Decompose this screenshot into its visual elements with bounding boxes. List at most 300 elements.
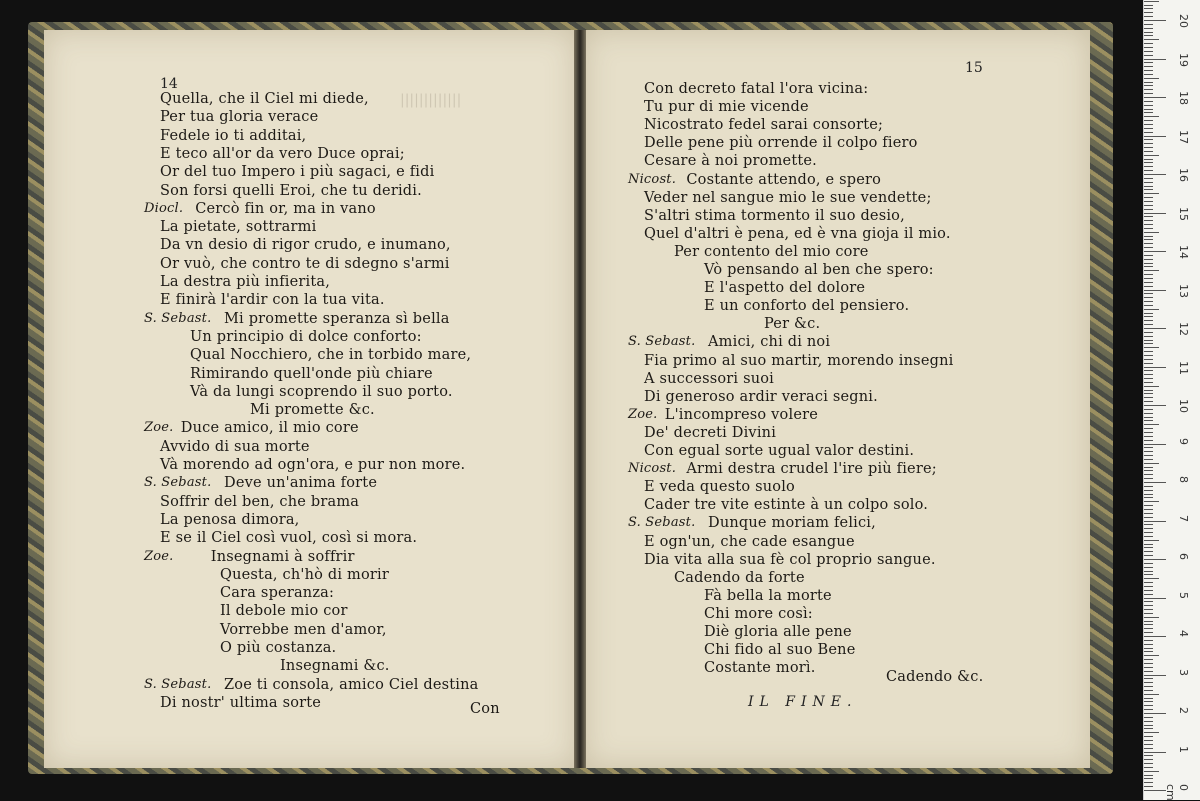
verse-line: Vò pensando al ben che spero: [704,262,934,278]
ruler-tick [1144,62,1153,63]
ruler-tick [1144,559,1166,560]
ruler-tick [1144,675,1166,676]
ruler-tick [1144,755,1153,756]
ruler-tick [1144,590,1153,591]
verse-line: Soffrir del ben, che brama [160,493,360,510]
ruler-tick [1144,748,1153,749]
ruler-tick [1144,763,1153,764]
ruler-tick [1144,166,1153,167]
ruler-tick [1144,324,1153,325]
verse-line: E un conforto del pensiero. [704,298,910,315]
ruler-label: 19 [1177,52,1190,67]
ruler-tick [1144,467,1153,468]
speaker-label: Zoe. [144,548,174,564]
ruler-tick [1144,728,1153,729]
ruler-tick [1144,609,1153,610]
ruler-tick [1144,521,1166,522]
ruler-label: 2 [1177,707,1190,714]
ruler-tick [1144,89,1153,90]
left-page-number: 14 [160,76,178,92]
verse-line: Costante attendo, e spero [686,171,882,188]
ruler-tick [1144,47,1153,48]
ruler-tick [1144,505,1153,506]
ruler-tick [1144,494,1153,495]
ruler-tick [1144,405,1166,406]
ruler-tick [1144,690,1153,691]
ruler-tick [1144,28,1153,29]
ruler-tick [1144,455,1153,456]
speaker-label: S. Sebast. [628,334,696,350]
ruler-tick [1144,698,1153,699]
right-page-number: 15 [965,60,983,76]
ruler-label: 7 [1177,514,1190,522]
ruler-tick [1144,363,1153,364]
show-through-text: ||||||||||||| [400,92,462,108]
verse-line: Duce amico, il mio core [180,420,359,437]
ruler-tick [1144,8,1153,9]
ruler-tick [1144,417,1153,418]
ruler-tick [1144,70,1153,71]
ruler-tick [1144,97,1166,98]
ruler-tick [1144,213,1166,214]
ruler-tick [1144,112,1153,113]
ruler-tick [1144,139,1153,140]
ruler-tick [1144,432,1153,433]
ruler-tick [1144,197,1153,198]
verse-line: Veder nel sangue mio le sue vendette; [644,189,932,206]
ruler-tick [1144,193,1159,194]
ruler-tick [1144,613,1153,614]
verse-line: De' decreti Divini [644,424,777,441]
verse-line: E ogn'un, che cade esangue [644,533,855,550]
ruler-tick [1144,178,1153,179]
verse-line: La penosa dimora, [160,511,300,528]
ruler-tick [1144,370,1153,371]
ruler-tick [1144,205,1153,206]
ruler-tick [1144,497,1153,498]
ruler-tick [1144,582,1153,583]
verse-line: Con egual sorte ugual valor destini. [644,443,915,459]
ruler-tick [1144,232,1159,233]
ruler-tick [1144,74,1153,75]
ruler-tick [1144,782,1153,783]
ruler-tick [1144,336,1153,337]
ruler-tick [1144,355,1153,356]
verse-line: Costante morì. [704,660,816,677]
ruler-tick [1144,655,1159,656]
ruler-tick [1144,43,1153,44]
speaker-label: S. Sebast. [144,676,212,692]
ruler-tick [1144,305,1153,306]
ruler-tick [1144,694,1159,695]
ruler-tick [1144,328,1166,329]
ruler-tick [1144,297,1153,298]
ruler-tick [1144,255,1153,256]
ruler-tick [1144,236,1153,237]
verse-line: E veda questo suolo [644,479,795,496]
ruler-label: 10 [1177,399,1190,413]
ruler-tick [1144,347,1159,348]
ruler-tick [1144,717,1153,718]
ruler-tick [1144,555,1153,556]
ruler-tick [1144,59,1166,60]
ruler-label: 9 [1177,437,1190,445]
ruler-tick [1144,771,1159,772]
verse-line: Or del tuo Impero i più sagaci, e fidi [160,164,435,181]
speaker-label: Zoe. [628,406,658,422]
ruler-tick [1144,316,1153,317]
ruler-tick [1144,509,1153,510]
ruler-tick [1144,82,1153,83]
verse-line: Cader tre vite estinte à un colpo solo. [644,497,929,514]
ruler-label: 8 [1177,476,1190,483]
ruler-tick [1144,401,1153,402]
verse-line: Or vuò, che contro te di sdegno s'armi [160,255,450,272]
ruler-tick [1144,393,1153,394]
ruler-tick [1144,259,1153,260]
verse-line: E finirà l'ardir con la tua vita. [160,292,385,309]
verse-line: E l'aspetto del dolore [704,280,866,297]
verse-line: Fedele io ti additai, [160,127,307,144]
ruler-tick [1144,186,1153,187]
ruler-tick [1144,490,1153,491]
verse-line: Dia vita alla sua fè col proprio sangue. [644,551,936,568]
ruler-tick [1144,224,1153,225]
ruler-tick [1144,501,1159,502]
ruler-tick [1144,790,1166,791]
verse-line: Per contento del mio core [674,243,869,260]
ruler-tick [1144,759,1153,760]
ruler-label: 5 [1177,591,1190,599]
verse-line: S'altri stima tormento il suo desio, [644,207,905,224]
ruler-tick [1144,290,1166,291]
ruler-tick [1144,293,1153,294]
ruler-tick [1144,263,1153,264]
ruler-label: 1 [1177,745,1190,753]
ruler-tick [1144,93,1153,94]
ruler-tick [1144,301,1153,302]
ruler-tick [1144,397,1153,398]
ruler-tick [1144,313,1153,314]
ruler-tick [1144,636,1166,637]
verse-line: Insegnami à soffrir [210,548,355,565]
ruler-label: 0 cm [1164,784,1190,801]
speaker-label: Zoe. [144,420,174,436]
ruler-tick [1144,424,1159,425]
ruler-tick [1144,420,1153,421]
ruler-tick [1144,517,1153,518]
ruler-tick [1144,35,1153,36]
ruler-tick [1144,752,1166,753]
verse-line: E teco all'or da vero Duce oprai; [160,145,405,162]
ruler-tick [1144,270,1159,271]
ruler-tick [1144,651,1153,652]
speaker-label: Diocl. [144,200,184,216]
ruler-tick [1144,132,1153,133]
ruler-tick [1144,286,1153,287]
ruler-tick [1144,340,1153,341]
verse-line: Son forsi quelli Eroi, che tu deridi. [160,182,422,199]
verse-line: Chi more così: [704,605,813,622]
ruler-tick [1144,182,1153,183]
ruler-tick [1144,628,1153,629]
ruler-tick [1144,701,1153,702]
ruler-tick [1144,351,1153,352]
ruler-tick [1144,409,1153,410]
verse-line: Da vn desio di rigor crudo, e inumano, [160,237,451,254]
verse-line: A successori suoi [644,370,775,387]
ruler-tick [1144,101,1153,102]
verse-line: Quel d'altri è pena, ed è vna gioja il mio. [644,225,951,242]
ruler-tick [1144,16,1153,17]
verse-line: Cesare à noi promette. [644,153,817,170]
ruler-tick [1144,540,1159,541]
verse-line: Il debole mio cor [220,603,348,620]
ruler-tick [1144,12,1153,13]
verse-line: Và da lungi scoprendo il suo porto. [190,383,453,400]
ruler-tick [1144,413,1153,414]
ruler-tick [1144,671,1153,672]
ruler-tick [1144,713,1166,714]
ruler-tick [1144,436,1153,437]
ruler-tick [1144,428,1153,429]
ruler-tick [1144,624,1153,625]
ruler-label: 11 [1177,360,1190,375]
speaker-label: S. Sebast. [628,515,696,531]
verse-line: Mi promette &c. [250,402,375,419]
ruler-tick [1144,51,1153,52]
ruler-tick [1144,378,1153,379]
ruler-label: 16 [1177,168,1190,182]
speaker-label: S. Sebast. [144,310,212,326]
ruler-tick [1144,136,1166,137]
ruler-tick [1144,228,1153,229]
ruler-tick [1144,632,1153,633]
ruler-tick [1144,444,1166,445]
ruler-tick [1144,598,1166,599]
ruler-tick [1144,282,1153,283]
ruler-tick [1144,251,1166,252]
verse-line: Delle pene più orrende il colpo fiero [644,135,918,152]
measuring-ruler [1143,0,1200,800]
ruler-tick [1144,663,1153,664]
ruler-tick [1144,274,1153,275]
ruler-tick [1144,744,1153,745]
ruler-tick [1144,278,1153,279]
ruler-label: 13 [1177,283,1190,298]
ruler-tick [1144,243,1153,244]
ruler-tick [1144,266,1153,267]
verse-line: Un principio di dolce conforto: [190,328,422,345]
ruler-tick [1144,786,1153,787]
ruler-tick [1144,778,1153,779]
ruler-tick [1144,209,1153,210]
verse-line: Questa, ch'hò di morir [220,566,389,583]
ruler-tick [1144,24,1153,25]
ruler-tick [1144,524,1153,525]
ruler-tick [1144,216,1153,217]
end-text: IL FINE. [748,694,858,710]
verse-line: L'incompreso volere [664,406,819,423]
ruler-tick [1144,767,1153,768]
ruler-tick [1144,725,1153,726]
verse-line: Zoe ti consola, amico Ciel destina [224,676,479,693]
ruler-tick [1144,775,1153,776]
ruler-tick [1144,678,1153,679]
verse-line: Armi destra crudel l'ire più fiere; [686,461,937,478]
verse-line: Amici, chi di noi [708,334,831,351]
verse-line: Fia primo al suo martir, morendo insegni [644,352,954,369]
ruler-tick [1144,382,1153,383]
ruler-tick [1144,390,1153,391]
ruler-tick [1144,147,1153,148]
ruler-tick [1144,374,1153,375]
verse-line: Per &c. [764,316,821,333]
verse-line: Cara speranza: [220,585,335,602]
ruler-tick [1144,736,1153,737]
ruler-tick [1144,474,1153,475]
ruler-label: 4 [1177,630,1190,637]
verse-line: E se il Ciel così vuol, così si mora. [160,530,418,547]
verse-line: Chi fido al suo Bene [704,642,856,659]
ruler-label: 12 [1177,322,1190,336]
ruler-tick [1144,686,1153,687]
speaker-label: S. Sebast. [144,475,212,491]
verse-line: Cadendo da forte [674,569,805,586]
ruler-tick [1144,367,1166,368]
ruler-tick [1144,648,1153,649]
ruler-tick [1144,105,1153,106]
ruler-tick [1144,174,1166,175]
ruler-tick [1144,447,1153,448]
ruler-tick [1144,128,1153,129]
ruler-tick [1144,39,1159,40]
ruler-tick [1144,528,1153,529]
ruler-tick [1144,459,1153,460]
ruler-tick [1144,617,1159,618]
ruler-tick [1144,320,1153,321]
ruler-tick [1144,239,1153,240]
ruler-tick [1144,116,1159,117]
verse-line: Di generoso ardir veraci segni. [644,388,878,405]
ruler-tick [1144,482,1166,483]
ruler-tick [1144,740,1153,741]
ruler-tick [1144,532,1153,533]
ruler-tick [1144,440,1153,441]
ruler-tick [1144,470,1153,471]
ruler-tick [1144,201,1153,202]
ruler-tick [1144,120,1153,121]
ruler-tick [1144,682,1153,683]
ruler-tick [1144,155,1159,156]
ruler-label: 20 [1177,14,1190,28]
ruler-tick [1144,332,1153,333]
ruler-label: 14 [1177,245,1190,259]
verse-line: Avvido di sua morte [160,438,310,455]
ruler-tick [1144,162,1153,163]
ruler-tick [1144,732,1159,733]
ruler-label: 17 [1177,129,1190,144]
ruler-tick [1144,574,1153,575]
ruler-tick [1144,85,1153,86]
ruler-tick [1144,594,1153,595]
ruler-tick [1144,151,1153,152]
ruler-tick [1144,621,1153,622]
verse-line: La destra più infierita, [160,274,331,290]
ruler-label: 15 [1177,206,1190,221]
catchword: Con [470,701,500,717]
ruler-tick [1144,563,1153,564]
verse-line: Cercò fin or, ma in vano [195,200,376,217]
verse-line: Insegnami &c. [280,658,390,675]
verse-line: Deve un'anima forte [224,475,378,492]
ruler-tick [1144,644,1153,645]
speaker-label: Nicost. [628,461,677,477]
ruler-label: 6 [1177,553,1190,560]
ruler-tick [1144,143,1153,144]
ruler-tick [1144,247,1153,248]
ruler-tick [1144,571,1153,572]
verse-line: Và morendo ad ogn'ora, e pur non more. [160,457,466,473]
ruler-tick [1144,605,1153,606]
ruler-tick [1144,486,1153,487]
ruler-tick [1144,170,1153,171]
ruler-tick [1144,463,1159,464]
ruler-tick [1144,159,1153,160]
verse-line: La pietate, sottrarmi [160,219,317,236]
verse-line: Quella, che il Ciel mi diede, [160,91,369,107]
ruler-tick [1144,601,1153,602]
verse-line: Vorrebbe men d'amor, [220,621,387,638]
ruler-tick [1144,20,1166,21]
ruler-tick [1144,55,1153,56]
verse-line: Nicostrato fedel sarai consorte; [644,117,884,134]
verse-line: Mi promette speranza sì bella [224,310,450,327]
ruler-tick [1144,667,1153,668]
ruler-tick [1144,544,1153,545]
book-gutter [574,30,586,768]
ruler-label: 18 [1177,91,1190,105]
verse-line: Qual Nocchiero, che in torbido mare, [190,347,472,364]
ruler-tick [1144,66,1153,67]
ruler-tick [1144,220,1153,221]
ruler-tick [1144,513,1153,514]
ruler-tick [1144,5,1153,6]
verse-line: Di nostr' ultima sorte [160,694,322,711]
ruler-tick [1144,1,1159,2]
ruler-tick [1144,32,1153,33]
ruler-label: 3 [1177,668,1190,676]
ruler-tick [1144,547,1153,548]
verse-line: Tu pur di mie vicende [644,99,809,116]
refrain-cue: Cadendo &c. [886,669,984,685]
speaker-label: Nicost. [628,171,677,187]
ruler-tick [1144,78,1159,79]
ruler-tick [1144,640,1153,641]
ruler-tick [1144,536,1153,537]
verse-line: Fà bella la morte [704,587,832,604]
ruler-tick [1144,189,1153,190]
ruler-tick [1144,124,1153,125]
ruler-tick [1144,551,1153,552]
ruler-tick [1144,586,1153,587]
ruler-tick [1144,578,1159,579]
ruler-tick [1144,309,1159,310]
ruler-tick [1144,109,1153,110]
verse-line: Dunque moriam felici, [708,515,876,532]
verse-line: Per tua gloria verace [160,109,319,126]
verse-line: Con decreto fatal l'ora vicina: [644,81,869,97]
